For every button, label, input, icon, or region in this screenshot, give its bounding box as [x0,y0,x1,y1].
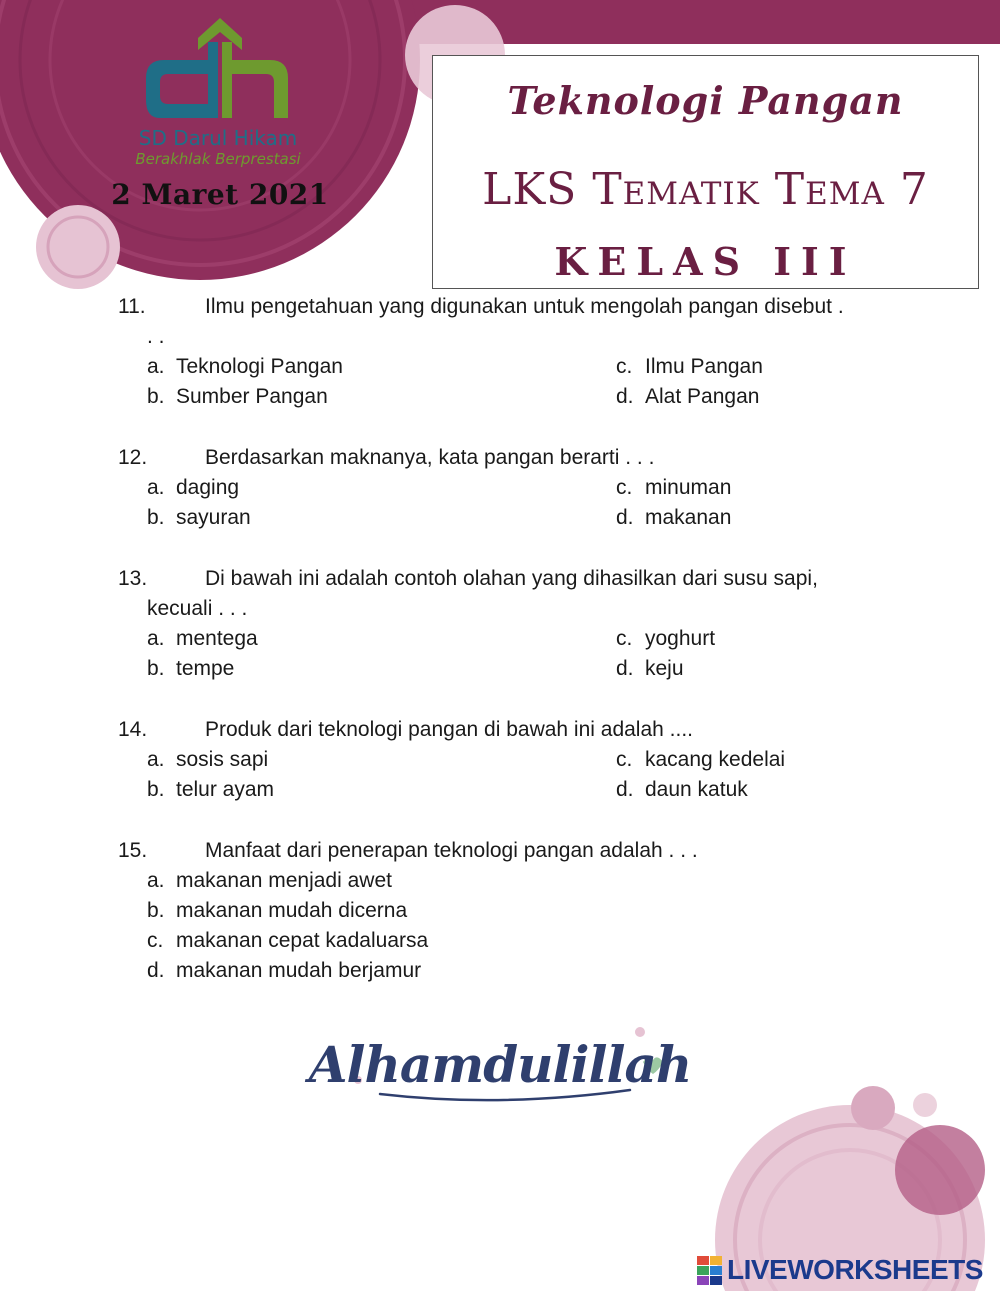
option-14a[interactable] [147,745,268,775]
question-number: 14. [118,718,148,741]
option-text: daging [176,476,240,499]
question-text: Di bawah ini adalah contoh olahan yang dihasilkan dari susu sapi, [205,567,818,590]
option-13a[interactable] [147,624,258,654]
question-number: 11. [118,295,146,318]
question-text: Produk dari teknologi pangan di bawah ini adalah .... [205,718,694,741]
option-letter: d. [616,657,634,680]
option-text: sosis sapi [176,748,269,771]
option-text: daun katuk [645,778,748,801]
option-text: yoghurt [645,627,716,650]
option-15a[interactable] [147,866,392,896]
option-letter: b. [147,506,165,529]
option-letter: b. [147,778,165,801]
option-text: kacang kedelai [645,748,786,771]
option-13c[interactable] [616,624,715,654]
question-text: Berdasarkan maknanya, kata pangan berarti . . . [205,446,655,469]
option-12d[interactable] [616,503,731,533]
title-box [432,55,979,289]
question-number: 12. [118,446,148,469]
option-text: minuman [645,476,732,499]
question-number: 15. [118,839,148,862]
question-text: Ilmu pengetahuan yang digunakan untuk mengolah pangan disebut . [205,295,844,318]
option-letter: c. [147,929,164,952]
option-12c[interactable] [616,473,731,503]
question-text-continuation: . . [147,325,165,348]
question-text: Manfaat dari penerapan teknologi pangan adalah . . . [205,839,698,862]
question-text-continuation: kecuali . . . [147,597,248,620]
option-text: Teknologi Pangan [176,355,343,378]
option-11c[interactable] [616,352,763,382]
option-letter: c. [616,355,633,378]
option-text: mentega [176,627,258,650]
option-14b[interactable] [147,775,274,805]
option-12b[interactable] [147,503,251,533]
option-text: telur ayam [176,778,275,801]
option-14c[interactable] [616,745,785,775]
option-letter: c. [616,748,633,771]
option-15c[interactable] [147,926,428,956]
option-text: keju [645,657,684,680]
option-text: Sumber Pangan [176,385,328,408]
option-text: makanan mudah dicerna [176,899,408,922]
liveworksheets-logo-icon [697,1256,723,1286]
question-number: 13. [118,567,148,590]
option-11b[interactable] [147,382,328,412]
watermark-text: LIVEWORKSHEETS [727,1254,983,1285]
option-letter: a. [147,476,165,499]
option-text: Ilmu Pangan [645,355,763,378]
option-letter: a. [147,748,165,771]
option-13d[interactable] [616,654,684,684]
option-13b[interactable] [147,654,234,684]
option-text: tempe [176,657,235,680]
option-letter: b. [147,899,165,922]
option-11a[interactable] [147,352,343,382]
school-motto: Berakhlak Berprestasi [135,150,301,168]
option-15d[interactable] [147,956,421,986]
option-text: sayuran [176,506,251,529]
option-letter: a. [147,355,165,378]
worksheet-title: Teknologi Pangan [507,78,904,123]
option-text: makanan mudah berjamur [176,959,422,982]
worksheet-subtitle: LKS Tematik Tema 7 [482,164,929,215]
option-12a[interactable] [147,473,239,503]
option-letter: d. [616,385,634,408]
option-letter: d. [616,778,634,801]
option-letter: d. [147,959,165,982]
option-14d[interactable] [616,775,748,805]
option-11d[interactable] [616,382,759,412]
class-label: KELAS III [554,239,857,284]
school-name: SD Darul Hikam [138,126,298,150]
worksheet-date: 2 Maret 2021 [111,178,329,211]
option-letter: d. [616,506,634,529]
option-letter: c. [616,627,633,650]
option-letter: a. [147,627,165,650]
option-letter: a. [147,869,165,892]
option-text: makanan menjadi awet [176,869,392,892]
option-letter: c. [616,476,633,499]
option-letter: b. [147,385,165,408]
option-text: makanan [645,506,732,529]
svg-text:Alhamdulillah: Alhamdulillah [308,1035,692,1094]
option-text: Alat Pangan [645,385,760,408]
alhamdulillah-signature [308,1012,692,1112]
option-15b[interactable] [147,896,407,926]
option-letter: b. [147,657,165,680]
option-text: makanan cepat kadaluarsa [176,929,429,952]
